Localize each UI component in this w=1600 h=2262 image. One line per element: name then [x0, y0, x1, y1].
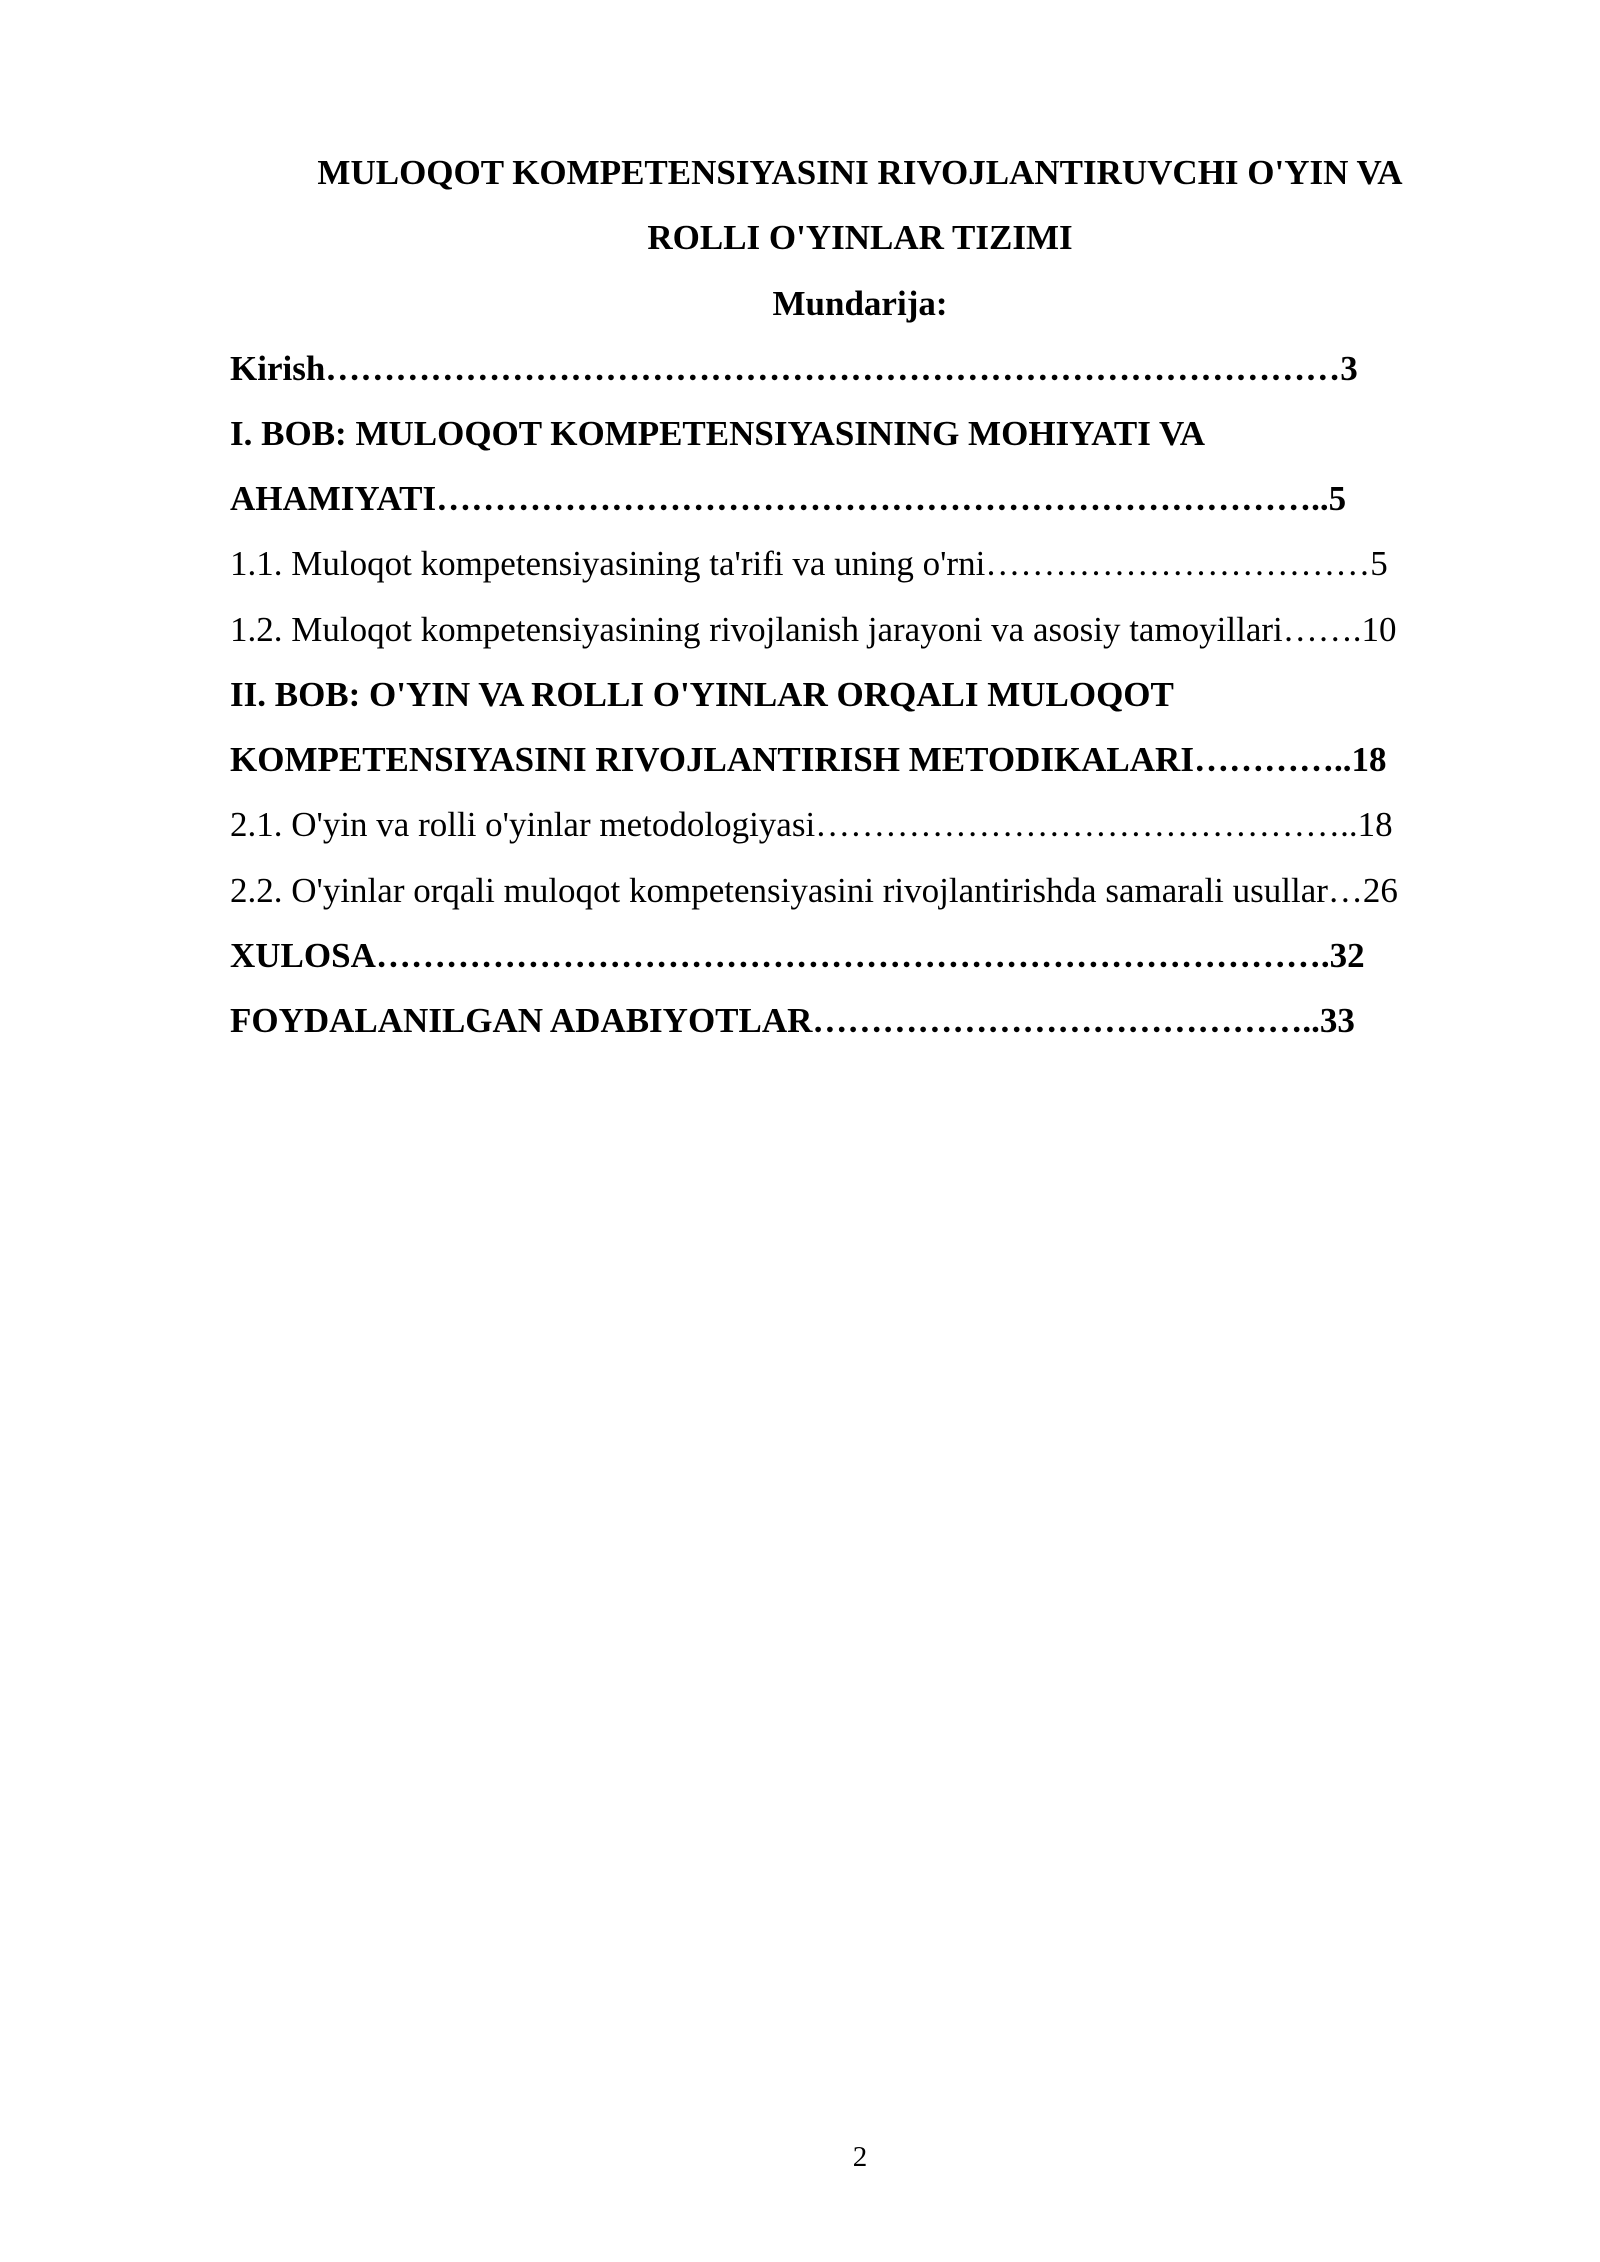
- toc-entry-foydalanilgan-adabiyotlar[interactable]: FOYDALANILGAN ADABIYOTLAR……………………………………..33: [230, 1001, 1355, 1040]
- toc-entry-section-1-1[interactable]: 1.1. Muloqot kompetensiyasining ta'rifi va uning o'rni……………………………5: [230, 544, 1388, 583]
- toc-entry-section-1-2[interactable]: 1.2. Muloqot kompetensiyasining rivojlanish jarayoni va asosiy tamoyillari…….10: [230, 610, 1397, 649]
- toc-entry-section-2-2[interactable]: 2.2. O'yinlar orqali muloqot kompetensiyasini rivojlantirishda samarali usullar…26: [230, 871, 1398, 910]
- page-number: 2: [852, 2141, 868, 2173]
- toc-entry-chapter-1-continued[interactable]: AHAMIYATI…………………………………………………………………..5: [230, 479, 1347, 518]
- document-title-line-2: ROLLI O'YINLAR TIZIMI: [647, 218, 1073, 257]
- toc-entry-chapter-1[interactable]: I. BOB: MULOQOT KOMPETENSIYASINING MOHIYATI VA: [230, 414, 1206, 453]
- toc-entry-chapter-2[interactable]: II. BOB: O'YIN VA ROLLI O'YINLAR ORQALI MULOQOT: [230, 675, 1174, 714]
- toc-entry-xulosa[interactable]: XULOSA……………………………………………………………………….32: [230, 936, 1365, 975]
- toc-entry-chapter-2-continued[interactable]: KOMPETENSIYASINI RIVOJLANTIRISH METODIKALARI…………..18: [230, 740, 1387, 779]
- toc-entry-section-2-1[interactable]: 2.1. O'yin va rolli o'yinlar metodologiyasi………………………………………..18: [230, 805, 1393, 844]
- toc-heading: Mundarija:: [772, 284, 948, 323]
- document-title-line-1: MULOQOT KOMPETENSIYASINI RIVOJLANTIRUVCHI O'YIN VA: [317, 153, 1403, 192]
- toc-entry-kirish[interactable]: Kirish……………………………………………………………………………3: [230, 349, 1358, 388]
